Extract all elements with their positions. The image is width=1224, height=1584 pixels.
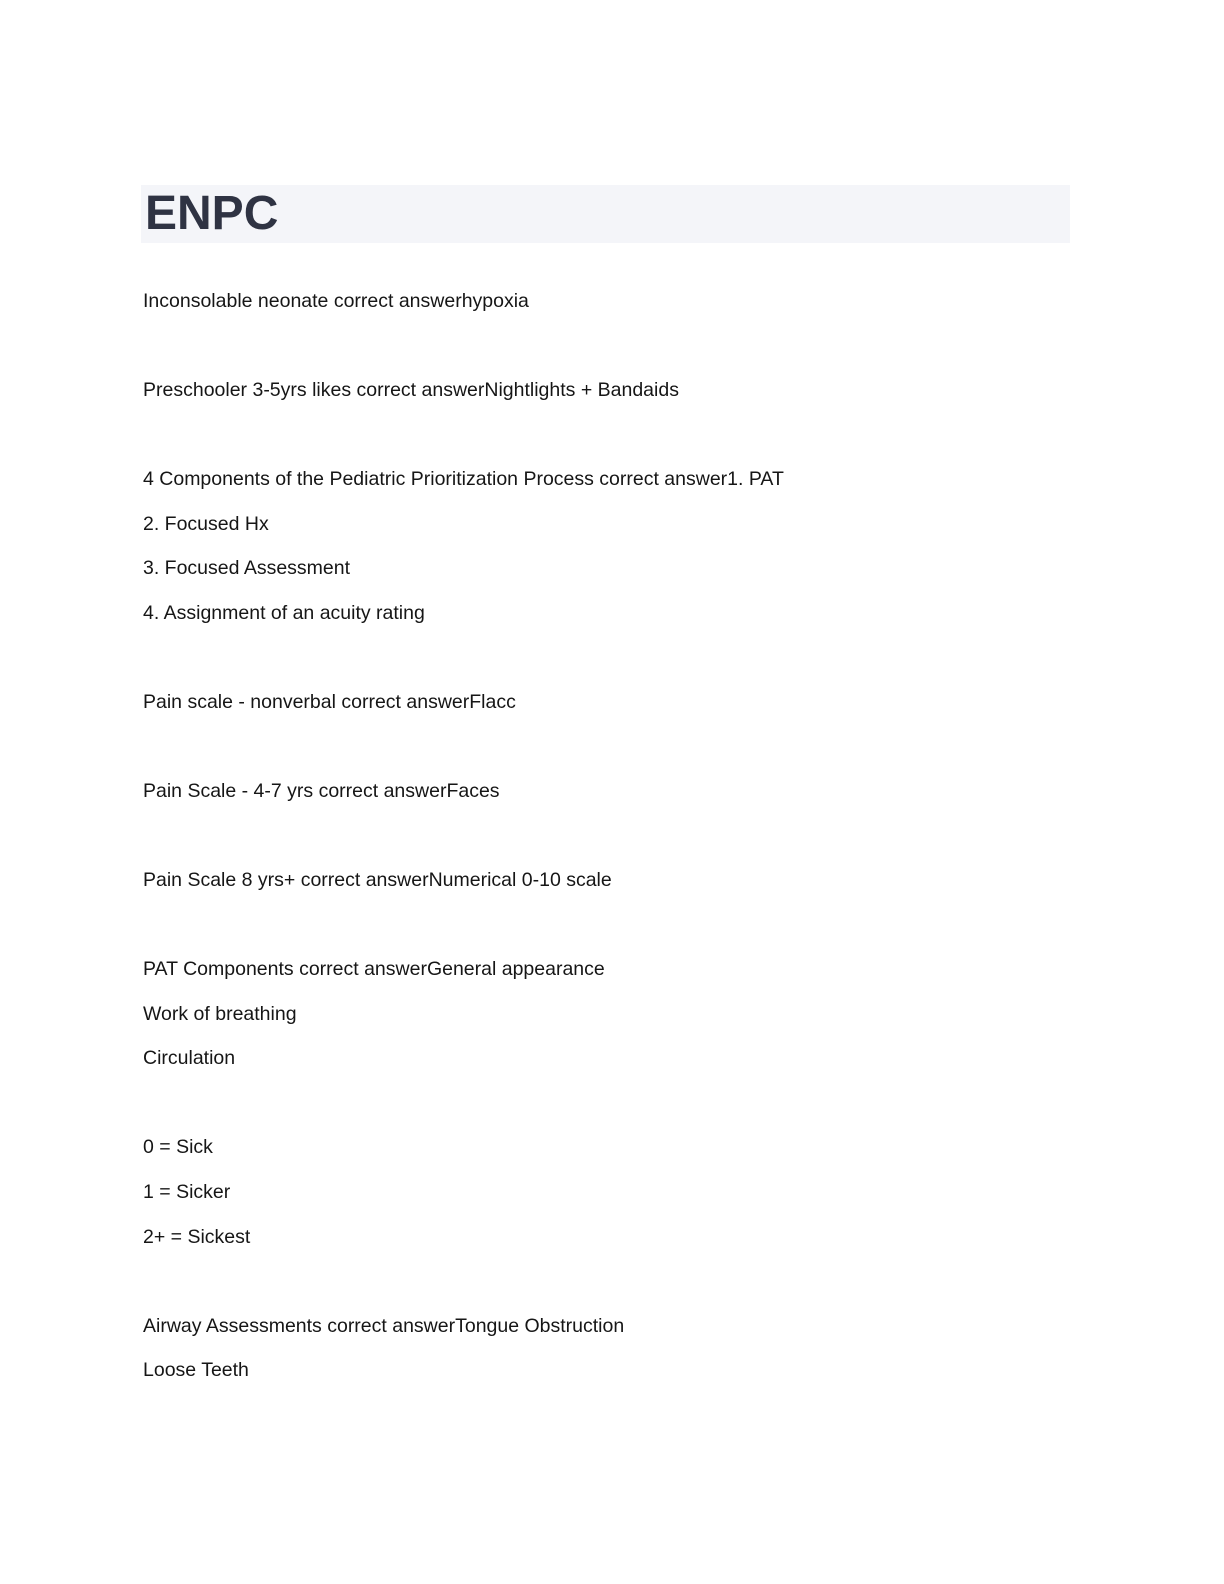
text-line: 1 = Sicker (143, 1181, 231, 1203)
text-line: 4. Assignment of an acuity rating (143, 602, 425, 624)
text-line: Preschooler 3-5yrs likes correct answerNightlights + Bandaids (143, 379, 679, 401)
text-line: PAT Components correct answerGeneral appearance (143, 958, 605, 980)
text-line: Pain Scale - 4-7 yrs correct answerFaces (143, 780, 500, 802)
text-line: 2+ = Sickest (143, 1226, 251, 1248)
text-line: 3. Focused Assessment (143, 557, 351, 579)
text-line: Airway Assessments correct answerTongue Obstruction (143, 1315, 625, 1337)
text-line: Work of breathing (143, 1003, 297, 1025)
text-line: 0 = Sick (143, 1136, 213, 1158)
text-line: 2. Focused Hx (143, 513, 269, 535)
title-banner (141, 185, 1070, 243)
text-line: Inconsolable neonate correct answerhypoxia (143, 290, 529, 312)
text-line: 4 Components of the Pediatric Prioritization Process correct answer1. PAT (143, 468, 784, 490)
text-line: Circulation (143, 1047, 236, 1069)
text-line: Pain scale - nonverbal correct answerFlacc (143, 691, 516, 713)
text-line: Loose Teeth (143, 1359, 249, 1381)
text-line: Pain Scale 8 yrs+ correct answerNumerical 0-10 scale (143, 869, 612, 891)
document-title: ENPC (145, 187, 279, 240)
